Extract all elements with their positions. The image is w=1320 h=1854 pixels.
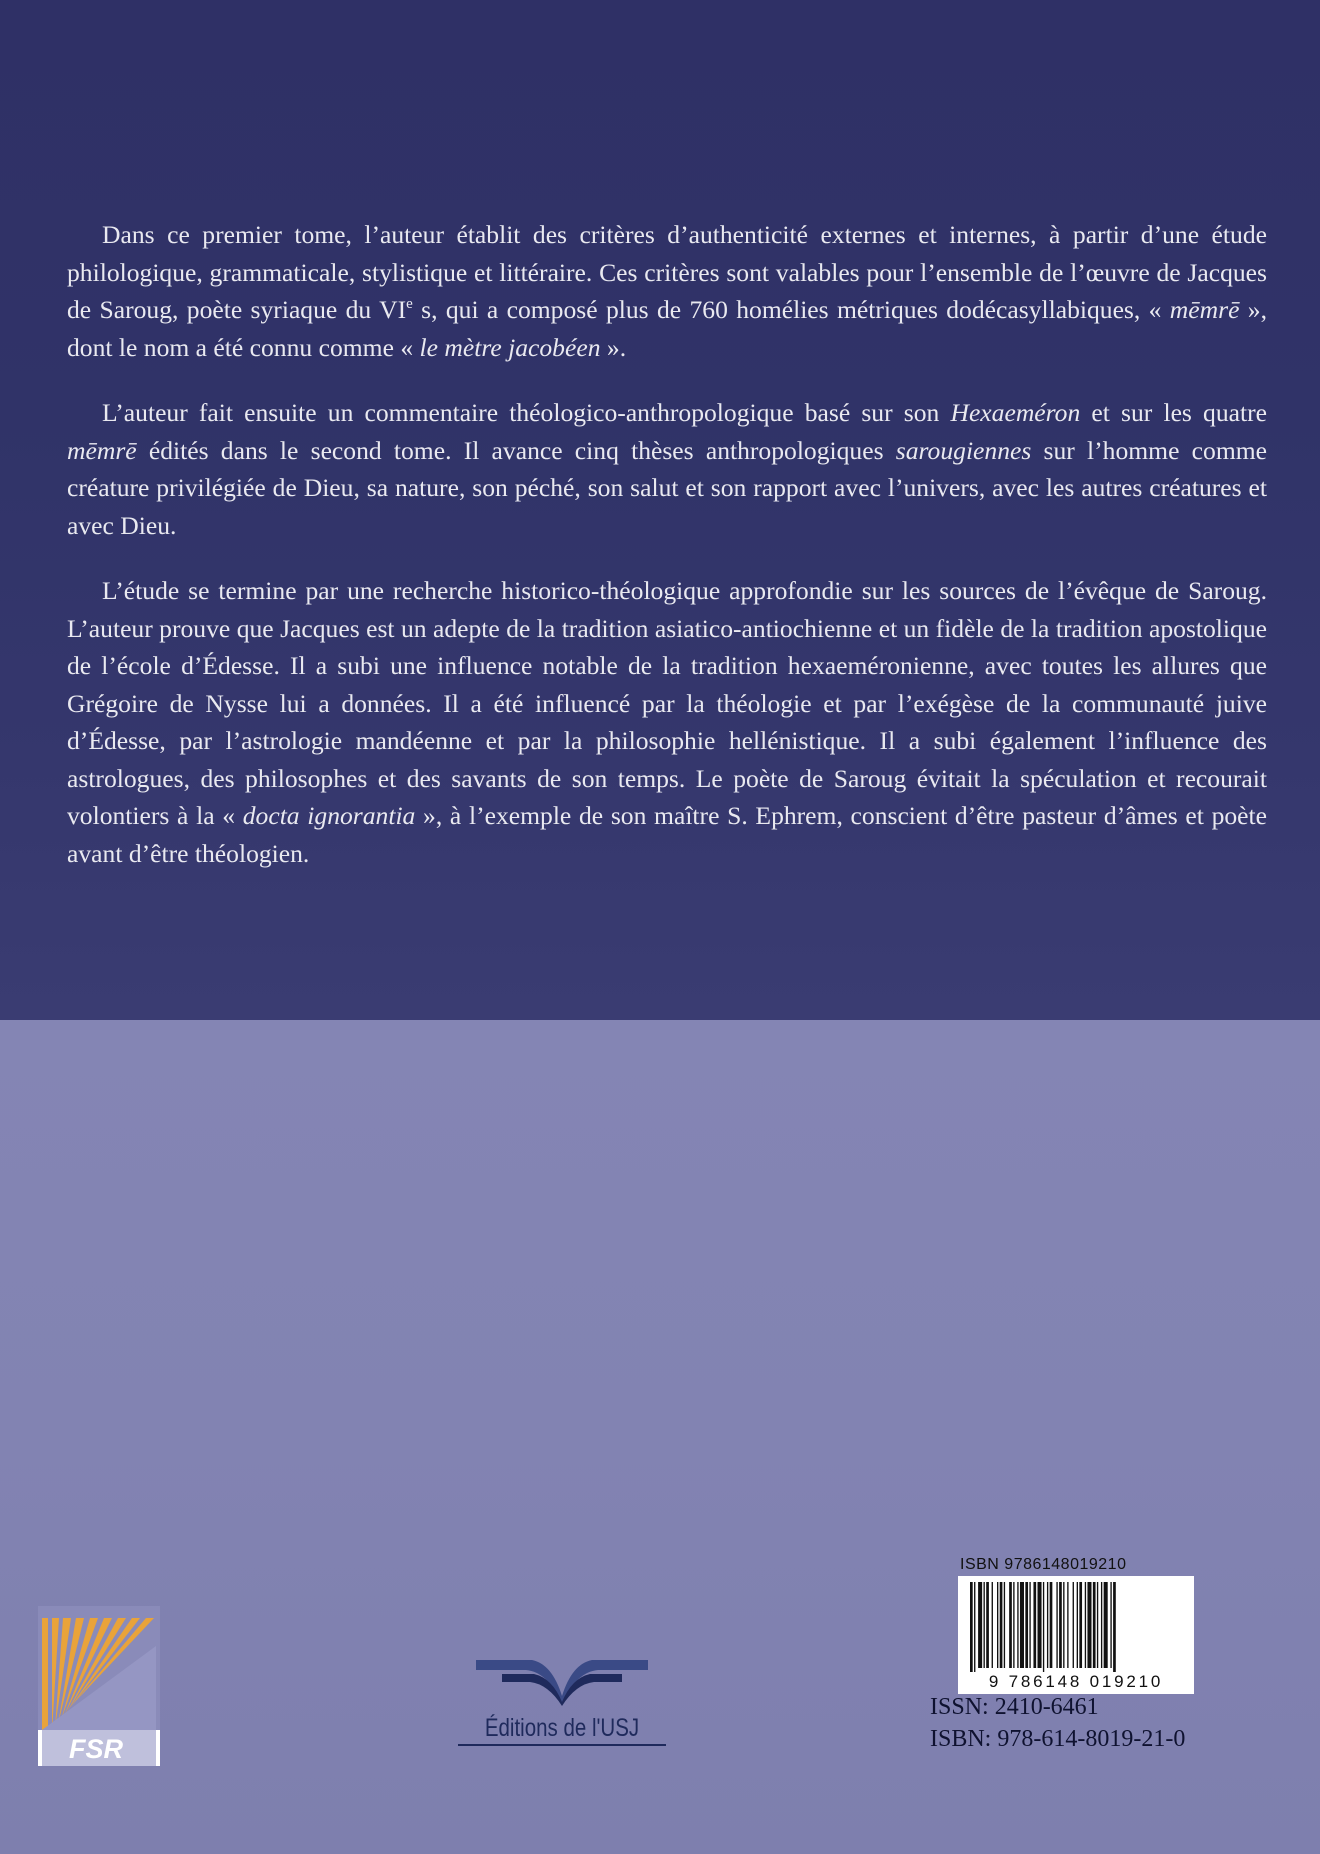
barcode-bar — [1004, 1582, 1005, 1668]
barcode-bar — [1013, 1582, 1014, 1668]
barcode-bar — [978, 1582, 982, 1668]
p2-text-d: sur l’homme comme créature privilégiée de Dieu, sa nature, son péché, son salut et son rapport avec l’univers, avec les autres créatures et avec Dieu. — [67, 435, 1267, 540]
barcode-bar — [986, 1582, 989, 1668]
p3-text-b: », à l’exemple de son maître S. Ephrem, conscient d’être pasteur d’âmes et poète avant d’être théologien. — [67, 801, 1267, 868]
barcode-bars — [958, 1576, 1194, 1672]
isbn-block — [930, 1556, 1270, 1756]
barcode-bar — [1079, 1582, 1082, 1668]
p1-text-c: », dont le nom a été connu comme « — [67, 295, 1268, 362]
p2-text-b: et sur les quatre — [1080, 398, 1267, 427]
barcode-bar — [1063, 1582, 1064, 1668]
issn-number: ISSN: 2410-6461 — [930, 1694, 1099, 1720]
barcode-bar — [1077, 1582, 1078, 1668]
description-paragraph-1 — [67, 216, 1267, 366]
description-paragraph-2 — [67, 394, 1267, 544]
p3-text-a: L’étude se termine par une recherche historico-théologique approfondie sur les sources de l’évêque de Saroug. L’auteur prouve que Jacques est un adepte de la tradition asiatico-antiochienne et un fidèle de la tradition apostolique de l’école d’Édesse. Il a subi une influence notable de la tradition hexaeméronienne, avec toutes les allures que Grégoire de Nysse lui a données. Il a été influencé par la théologie et par l’exégèse de la communauté juive d’Édesse, par l’astrologie mandéenne et par la philosophie hellénistique. Il a subi également l’influence des astrologues, des philosophes et des savants de son temps. Le poète de Saroug évitait la spéculation et recourait volontiers à la « — [67, 576, 1267, 830]
publisher-logo — [452, 1652, 672, 1748]
p1-text-b: s, qui a composé plus de 760 homélies métriques dodécasyllabiques, « — [412, 295, 1170, 324]
fsr-logo — [38, 1606, 160, 1766]
barcode-bar — [1056, 1582, 1057, 1668]
p2-italic-sarougiennes: sarougiennes — [895, 435, 1032, 465]
barcode-bar — [1087, 1582, 1091, 1668]
p1-text-a: Dans ce premier tome, l’auteur établit des critères d’authenticité externes et internes, à partir d’une étude philologique, grammaticale, stylistique et littéraire. Ces critères sont valables pour l’ensemble de l’œuvre de Jacques de Saroug, poète syriaque du VI — [67, 220, 1267, 324]
open-book-icon — [472, 1656, 652, 1706]
p2-italic-hexaemeron: Hexaeméron — [950, 398, 1081, 427]
sunburst-rays-icon — [38, 1606, 160, 1766]
publisher-underline — [458, 1744, 666, 1746]
back-cover-description — [67, 216, 1267, 900]
description-paragraph-3 — [67, 572, 1267, 872]
p1-text-d: ». — [600, 332, 627, 362]
p2-text-a: L’auteur fait ensuite un commentaire théologico-anthropologique basé sur son — [102, 398, 951, 427]
barcode-bar — [1025, 1582, 1028, 1668]
barcode-bar — [984, 1582, 985, 1668]
barcode-bar — [1000, 1582, 1003, 1668]
isbn-number: ISBN: 978-614-8019-21-0 — [930, 1726, 1186, 1752]
barcode-bar — [974, 1582, 975, 1672]
barcode-digits: 9 786148 019210 — [988, 1672, 1164, 1691]
barcode-bar — [997, 1582, 998, 1668]
barcode-bar — [1097, 1582, 1098, 1668]
publisher-name: Éditions de l'USJ — [484, 1714, 640, 1742]
p1-superscript: e — [406, 296, 413, 312]
barcode-bar — [1038, 1582, 1042, 1668]
barcode-bar — [1033, 1582, 1036, 1668]
barcode-bar — [1050, 1582, 1053, 1668]
barcode-bar — [1059, 1582, 1062, 1668]
barcode-bar — [970, 1582, 973, 1672]
p1-italic-memre: mēmrē — [1169, 295, 1240, 324]
barcode-bar — [1067, 1582, 1068, 1668]
barcode-bar — [1017, 1582, 1018, 1668]
barcode-bar — [992, 1582, 993, 1668]
p2-italic-memre: mēmrē — [67, 435, 137, 465]
barcode-bar — [1047, 1582, 1048, 1668]
barcode-bar — [1043, 1582, 1044, 1672]
barcode-bar — [1110, 1582, 1111, 1668]
barcode-caption: ISBN 9786148019210 — [960, 1556, 1127, 1573]
barcode-bar — [1009, 1582, 1012, 1668]
barcode-bar — [1073, 1582, 1074, 1668]
p2-text-c: édités dans le second tome. Il avance cinq thèses anthropologiques — [136, 435, 896, 465]
barcode-bar — [1113, 1582, 1116, 1672]
fsr-label: FSR — [69, 1734, 123, 1764]
barcode-bar — [1029, 1582, 1030, 1668]
barcode-bar — [1104, 1582, 1108, 1668]
p1-italic-metre: le mètre jacobéen — [419, 332, 601, 362]
barcode-bar — [1020, 1582, 1024, 1668]
barcode-bar — [1085, 1582, 1086, 1668]
p3-italic-docta: docta ignorantia — [242, 801, 416, 830]
barcode — [958, 1576, 1194, 1694]
barcode-bar — [1093, 1582, 1096, 1668]
barcode-bar — [1101, 1582, 1102, 1668]
